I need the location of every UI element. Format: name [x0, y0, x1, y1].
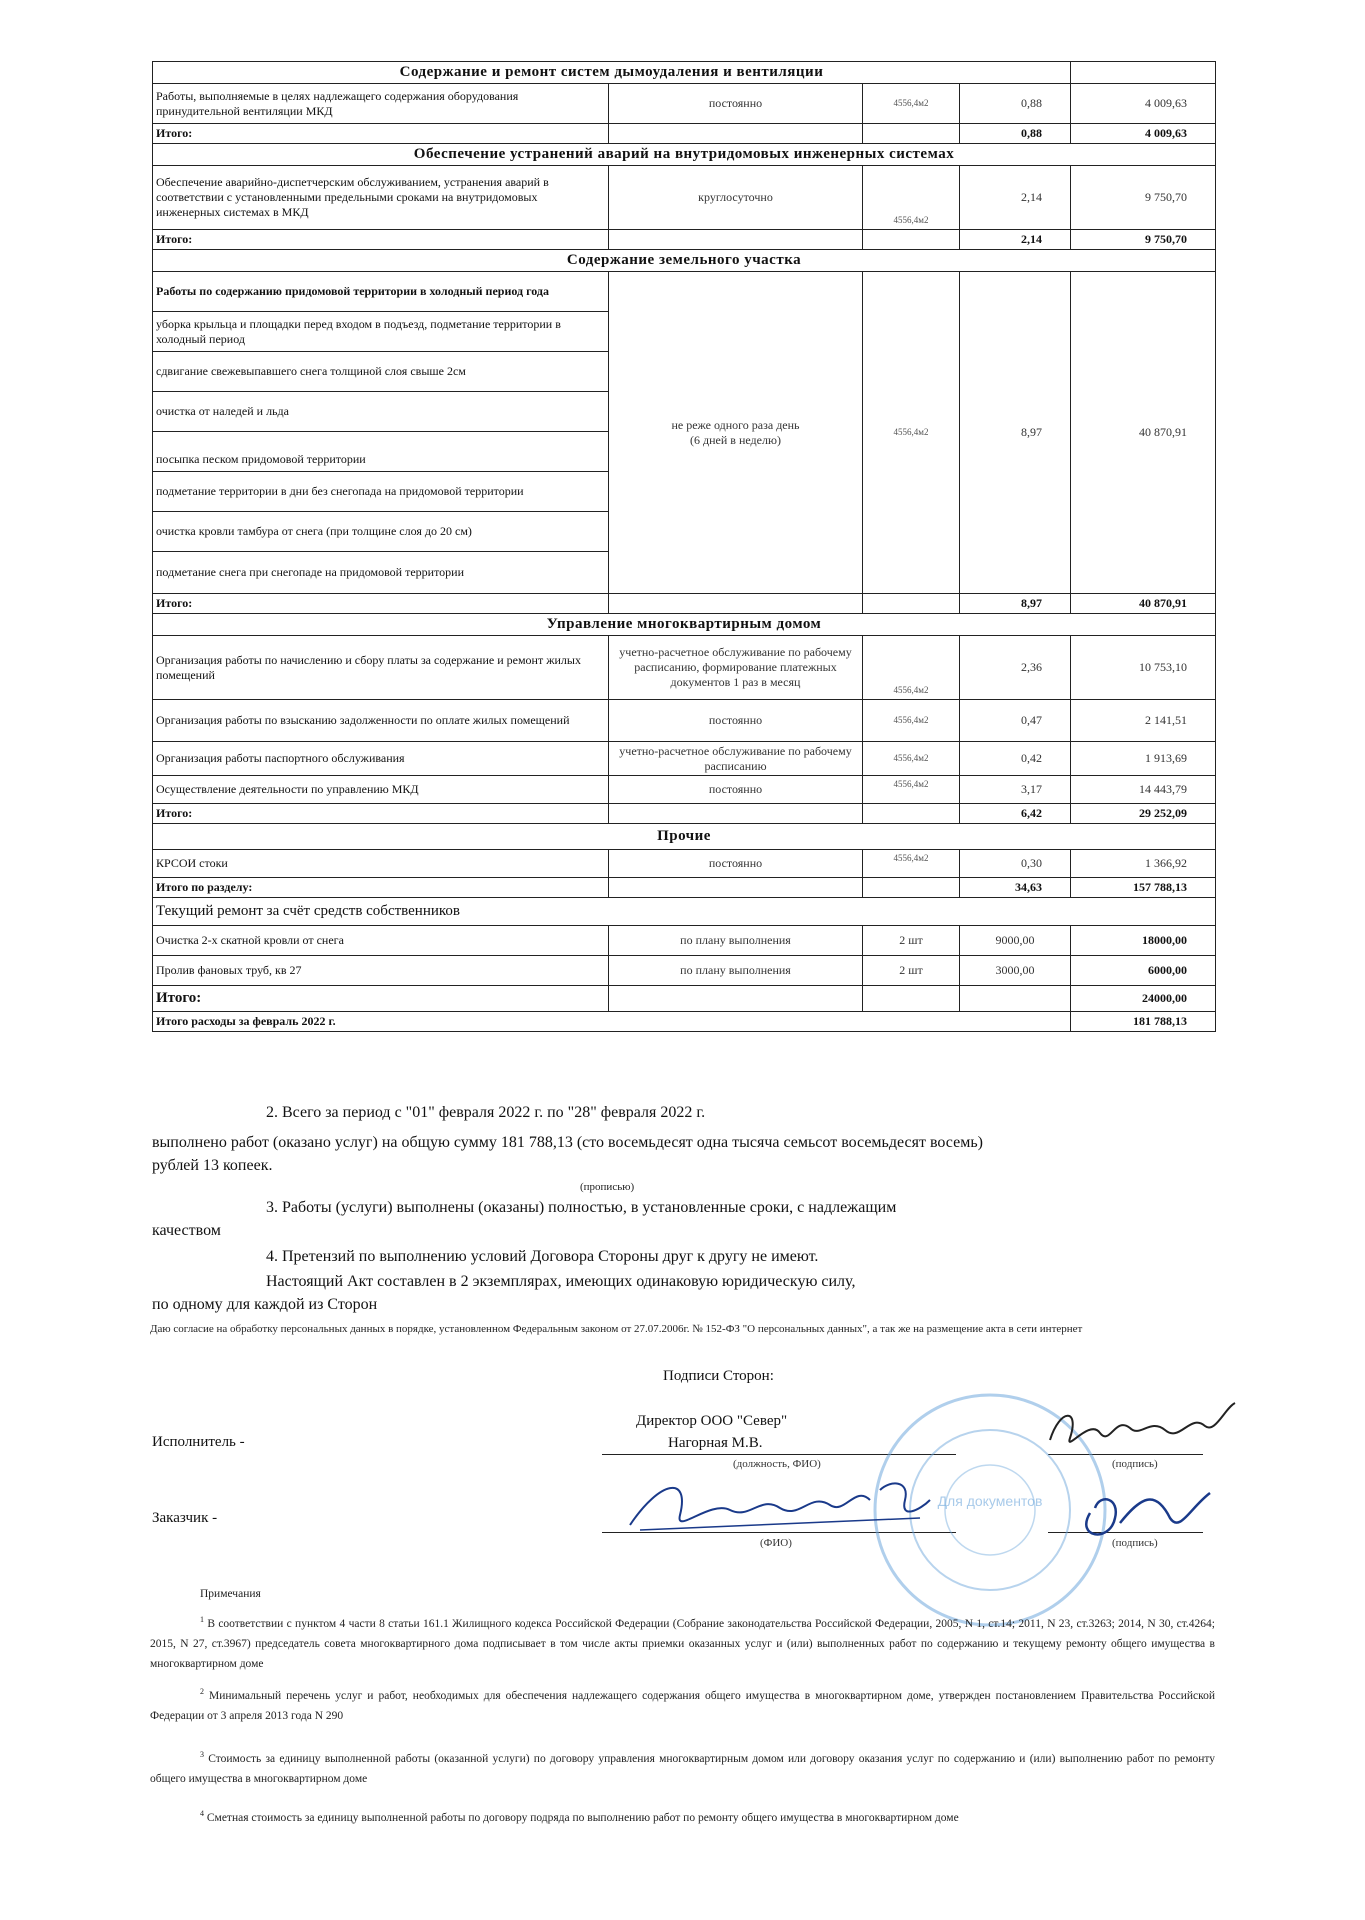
table-row	[153, 850, 1216, 878]
work-rate: 0,88	[960, 84, 1071, 124]
section-row	[153, 144, 1216, 166]
work-unit: 4556,4м2	[863, 700, 960, 742]
table-row	[153, 926, 1216, 956]
grand-total-sum: 181 788,13	[1071, 1012, 1216, 1032]
total-sum: 29 252,09	[1071, 804, 1216, 824]
table-row	[153, 272, 1216, 312]
note-number: 4	[200, 1809, 204, 1818]
work-rate: 3,17	[960, 776, 1071, 804]
freq-line: не реже одного раза день	[671, 417, 800, 432]
work-name: уборка крыльца и площадки перед входом в подъезд, подметание территории в холодный период	[153, 312, 609, 352]
table-row	[153, 956, 1216, 986]
total-row	[153, 804, 1216, 824]
total-row	[153, 124, 1216, 144]
work-sum: 4 009,63	[1071, 84, 1216, 124]
grand-total-label: Итого расходы за февраль 2022 г.	[153, 1012, 1071, 1032]
note-4	[150, 1804, 1215, 1828]
work-name: Работы, выполняемые в целях надлежащего содержания оборудования принудительной вентиляции МКД	[153, 84, 609, 124]
work-rate: 2,14	[960, 166, 1071, 230]
work-sum: 9 750,70	[1071, 166, 1216, 230]
freq-line: (6 дней в неделю)	[690, 432, 781, 447]
position-caption: (должность, ФИО)	[733, 1458, 821, 1470]
total-label: Итого:	[153, 124, 609, 144]
grand-total-row	[153, 1012, 1216, 1032]
paragraph-2-kopecks: рублей 13 копеек.	[152, 1157, 273, 1174]
work-sum: 10 753,10	[1071, 636, 1216, 700]
note-text: В соответствии с пунктом 4 части 8 статьи 161.1 Жилищного кодекса Российской Федерации (Собрание законодательства Российской Федерации, 2005, N 1, ст.14; 2011, N 23, ст.3263; 2014, N 30, ст.4264; 2015, N 27, ст.3967) председатель совета многоквартирного дома подписывает в том числе акты приемки оказанных услуг и (или) выполненных работ по содержанию и текущему ремонту общего имущества в многоквартирном доме	[150, 1617, 1216, 1670]
total-label: Итого:	[153, 230, 609, 250]
total-rate: 34,63	[960, 878, 1071, 898]
notes-title: Примечания	[200, 1588, 261, 1600]
section-title: Управление многоквартирным домом	[153, 614, 1216, 636]
section-row	[153, 614, 1216, 636]
work-frequency: постоянно	[609, 700, 863, 742]
fio-caption: (ФИО)	[760, 1537, 792, 1549]
paragraph-2-amount: выполнено работ (оказано услуг) на общую сумму 181 788,13 (сто восемьдесят одна тысяча семьсот восемьдесят восемь)	[152, 1134, 983, 1151]
work-unit: 4556,4м2	[863, 776, 960, 804]
work-sum: 14 443,79	[1071, 776, 1216, 804]
work-sum: 2 141,51	[1071, 700, 1216, 742]
total-label: Итого:	[153, 804, 609, 824]
total-label: Итого:	[153, 594, 609, 614]
work-name: Обеспечение аварийно-диспетчерским обслуживанием, устранения аварий в соответствии с установленными предельными сроками на внутридомовых инженерных системах в МКД	[153, 166, 609, 230]
section-row	[153, 250, 1216, 272]
paragraph-3-cont: качеством	[152, 1222, 221, 1239]
work-sum: 40 870,91	[1071, 272, 1216, 594]
work-name: сдвигание свежевыпавшего снега толщиной слоя свыше 2см	[153, 352, 609, 392]
paragraph-5-cont: по одному для каждой из Сторон	[152, 1296, 378, 1313]
executor-position: Директор ООО "Север"	[636, 1413, 788, 1429]
work-unit: 4556,4м2	[863, 84, 960, 124]
section-row	[153, 898, 1216, 926]
work-name: КРСОИ стоки	[153, 850, 609, 878]
total-row	[153, 594, 1216, 614]
section-row	[153, 824, 1216, 850]
total-label: Итого по разделу:	[153, 878, 609, 898]
work-sum: 6000,00	[1071, 956, 1216, 986]
note-number: 3	[200, 1750, 204, 1759]
paragraph-3: 3. Работы (услуги) выполнены (оказаны) полностью, в установленные сроки, с надлежащим	[266, 1199, 897, 1216]
executor-signature-icon	[1040, 1398, 1240, 1458]
note-1	[150, 1610, 1215, 1674]
work-name: посыпка песком придомовой территории	[153, 432, 609, 472]
work-name: Пролив фановых труб, кв 27	[153, 956, 609, 986]
total-rate: 0,88	[960, 124, 1071, 144]
total-sum: 24000,00	[1071, 986, 1216, 1012]
work-rate: 8,97	[960, 272, 1071, 594]
work-unit: 4556,4м2	[863, 850, 960, 878]
work-unit: 4556,4м2	[863, 636, 960, 700]
work-frequency: постоянно	[609, 776, 863, 804]
work-name: Очистка 2-х скатной кровли от снега	[153, 926, 609, 956]
work-name: подметание территории в дни без снегопада на придомовой территории	[153, 472, 609, 512]
customer-signature-icon	[620, 1470, 950, 1540]
table-row	[153, 700, 1216, 742]
total-row	[153, 878, 1216, 898]
signs-title: Подписи Сторон:	[663, 1368, 774, 1384]
section-title: Обеспечение устранений аварий на внутридомовых инженерных системах	[153, 144, 1216, 166]
work-unit: 2 шт	[863, 926, 960, 956]
table-row	[153, 776, 1216, 804]
services-table	[152, 61, 1216, 1032]
section-title: Прочие	[153, 824, 1216, 850]
total-sum: 40 870,91	[1071, 594, 1216, 614]
total-rate: 2,14	[960, 230, 1071, 250]
work-frequency	[609, 272, 863, 594]
note-3	[150, 1745, 1215, 1789]
work-sum: 1 913,69	[1071, 742, 1216, 776]
section-row	[153, 62, 1216, 84]
work-name: Осуществление деятельности по управлению МКД	[153, 776, 609, 804]
work-rate: 0,47	[960, 700, 1071, 742]
work-frequency: по плану выполнения	[609, 926, 863, 956]
paragraph-5: Настоящий Акт составлен в 2 экземплярах, имеющих одинаковую юридическую силу,	[266, 1273, 856, 1290]
section-title: Содержание и ремонт систем дымоудаления и вентиляции	[153, 62, 1071, 84]
note-text: Минимальный перечень услуг и работ, необходимых для обеспечения надлежащего содержания общего имущества в многоквартирном доме, утвержден постановлением Правительства Российской Федерации от 3 апреля 2013 года N 290	[150, 1689, 1216, 1722]
work-name: Организация работы по взысканию задолженности по оплате жилых помещений	[153, 700, 609, 742]
sign-caption-2: (подпись)	[1112, 1537, 1158, 1549]
customer-sign-mark-icon	[1070, 1478, 1220, 1548]
total-sum: 9 750,70	[1071, 230, 1216, 250]
note-number: 2	[200, 1687, 204, 1696]
work-unit: 4556,4м2	[863, 742, 960, 776]
work-rate: 0,30	[960, 850, 1071, 878]
work-name: очистка от наледей и льда	[153, 392, 609, 432]
sign-caption: (подпись)	[1112, 1458, 1158, 1470]
note-2	[150, 1682, 1215, 1726]
section-title: Содержание земельного участка	[153, 250, 1216, 272]
total-label: Итого:	[153, 986, 609, 1012]
work-name: Работы по содержанию придомовой территории в холодный период года	[153, 272, 609, 312]
table-row	[153, 636, 1216, 700]
executor-name: Нагорная М.В.	[668, 1435, 763, 1451]
work-name: Организация работы по начислению и сбору платы за содержание и ремонт жилых помещений	[153, 636, 609, 700]
note-text: Сметная стоимость за единицу выполненной работы по договору подряда по выполнению работ по ремонту общего имущества в многоквартирном доме	[206, 1811, 959, 1824]
work-sum: 18000,00	[1071, 926, 1216, 956]
consent-text: Даю согласие на обработку персональных данных в порядке, установленном Федеральным законом от 27.07.2006г. № 152-ФЗ "О персональных данных", а так же на размещение акта в сети интернет	[150, 1323, 1083, 1335]
stamp-text: Для документов	[937, 1493, 1043, 1509]
work-frequency: учетно-расчетное обслуживание по рабочему расписанию, формирование платежных документов 1 раз в месяц	[609, 636, 863, 700]
table-row	[153, 742, 1216, 776]
total-row	[153, 230, 1216, 250]
table-row	[153, 166, 1216, 230]
paragraph-2: 2. Всего за период с "01" февраля 2022 г. по "28" февраля 2022 г.	[266, 1104, 706, 1121]
work-rate: 0,42	[960, 742, 1071, 776]
work-unit: 4556,4м2	[863, 272, 960, 594]
work-rate: 2,36	[960, 636, 1071, 700]
total-sum: 157 788,13	[1071, 878, 1216, 898]
total-sum: 4 009,63	[1071, 124, 1216, 144]
work-unit: 2 шт	[863, 956, 960, 986]
table-row	[153, 84, 1216, 124]
total-row	[153, 986, 1216, 1012]
total-rate: 8,97	[960, 594, 1071, 614]
work-sum: 1 366,92	[1071, 850, 1216, 878]
work-name: Организация работы паспортного обслуживания	[153, 742, 609, 776]
work-frequency: круглосуточно	[609, 166, 863, 230]
note-number: 1	[200, 1615, 204, 1624]
work-rate: 3000,00	[960, 956, 1071, 986]
propis-caption: (прописью)	[580, 1181, 635, 1193]
work-unit: 4556,4м2	[863, 166, 960, 230]
work-frequency: по плану выполнения	[609, 956, 863, 986]
work-frequency: постоянно	[609, 84, 863, 124]
note-text: Стоимость за единицу выполненной работы (оказанной услуги) по договору управления многоквартирным домом или договору оказания услуг по содержанию и (или) выполнению работ по ремонту общего имущества в многоквартирном доме	[150, 1752, 1216, 1785]
work-name: очистка кровли тамбура от снега (при толщине слоя до 20 см)	[153, 512, 609, 552]
executor-label: Исполнитель -	[152, 1434, 245, 1450]
work-frequency: учетно-расчетное обслуживание по рабочему расписанию	[609, 742, 863, 776]
work-name: подметание снега при снегопаде на придомовой территории	[153, 552, 609, 594]
section-title: Текущий ремонт за счёт средств собственников	[153, 898, 1216, 926]
total-rate: 6,42	[960, 804, 1071, 824]
paragraph-4: 4. Претензий по выполнению условий Договора Стороны друг к другу не имеют.	[266, 1248, 819, 1265]
customer-label: Заказчик -	[152, 1510, 218, 1526]
work-frequency: постоянно	[609, 850, 863, 878]
work-rate: 9000,00	[960, 926, 1071, 956]
